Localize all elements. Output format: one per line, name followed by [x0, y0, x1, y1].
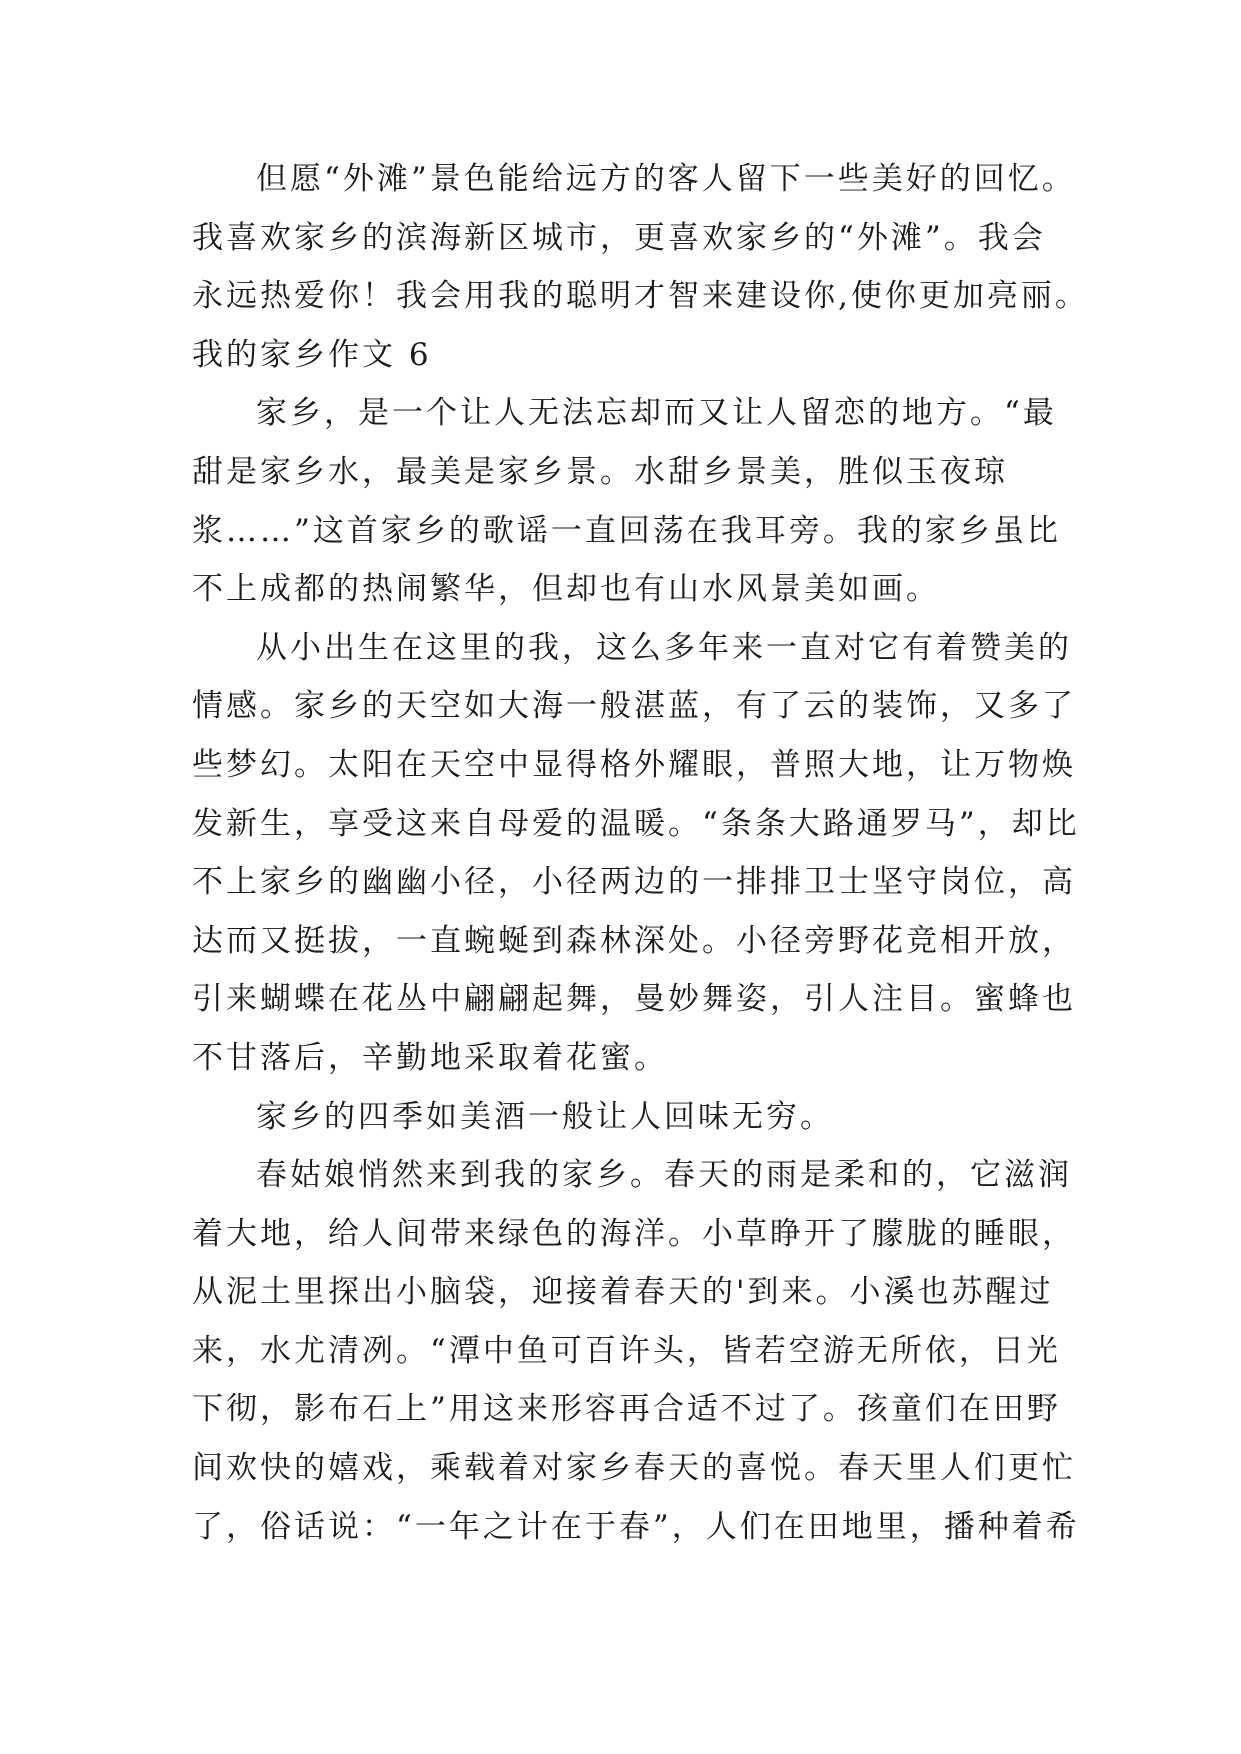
text-line: 不上成都的热闹繁华，但却也有山水风景美如画。	[192, 571, 940, 608]
text-line: 来，水尤清冽。“潭中鱼可百许头，皆若空游无所依，日光	[192, 1332, 1061, 1369]
text-line: 引来蝴蝶在花丛中翩翩起舞，曼妙舞姿，引人注目。蜜蜂也	[192, 981, 1076, 1018]
text-line: 永远热爱你！我会用我的聪明才智来建设你,使你更加亮丽。	[192, 278, 1089, 315]
text-line: 间欢快的嬉戏，乘载着对家乡春天的喜悦。春天里人们更忙	[192, 1450, 1076, 1487]
text-line: 我喜欢家乡的滨海新区城市，更喜欢家乡的“外滩”。我会	[192, 219, 1046, 256]
text-line: 家乡，是一个让人无法忘却而又让人留恋的地方。“最	[256, 395, 1057, 432]
essay-text	[192, 150, 1092, 1556]
text-line: 情感。家乡的天空如大海一般湛蓝，有了云的装饰，又多了	[192, 688, 1076, 725]
text-line: 从泥土里探出小脑袋，迎接着春天的'到来。小溪也苏醒过	[192, 1274, 1054, 1311]
text-line: 下彻，影布石上”用这来形容再合适不过了。孩童们在田野	[192, 1391, 1061, 1428]
text-line: 达而又挺拔，一直蜿蜒到森林深处。小径旁野花竞相开放，	[192, 922, 1076, 959]
text-line: 浆……”这首家乡的歌谣一直回荡在我耳旁。我的家乡虽比	[192, 512, 1061, 549]
text-line: 着大地，给人间带来绿色的海洋。小草睁开了朦胧的睡眼，	[192, 1215, 1076, 1252]
text-line: 春姑娘悄然来到我的家乡。春天的雨是柔和的，它滋润	[256, 1157, 1072, 1194]
section-heading: 我的家乡作文 6	[192, 336, 432, 373]
text-line: 不上家乡的幽幽小径，小径两边的一排排卫士坚守岗位，高	[192, 864, 1076, 901]
text-line: 些梦幻。太阳在天空中显得格外耀眼，普照大地，让万物焕	[192, 746, 1076, 783]
text-line: 甜是家乡水，最美是家乡景。水甜乡景美，胜似玉夜琼	[192, 453, 1008, 490]
text-line: 但愿“外滩”景色能给远方的客人留下一些美好的回忆。	[256, 161, 1076, 197]
text-line: 不甘落后，辛勤地采取着花蜜。	[192, 1039, 668, 1076]
text-line: 发新生，享受这来自母爱的温暖。“条条大路通罗马”，却比	[192, 805, 1080, 842]
text-line: 从小出生在这里的我，这么多年来一直对它有着赞美的	[256, 629, 1072, 666]
text-line: 了，俗话说：“一年之计在于春”，人们在田地里，播种着希	[192, 1508, 1080, 1545]
text-line: 家乡的四季如美酒一般让人回味无穷。	[256, 1098, 834, 1135]
